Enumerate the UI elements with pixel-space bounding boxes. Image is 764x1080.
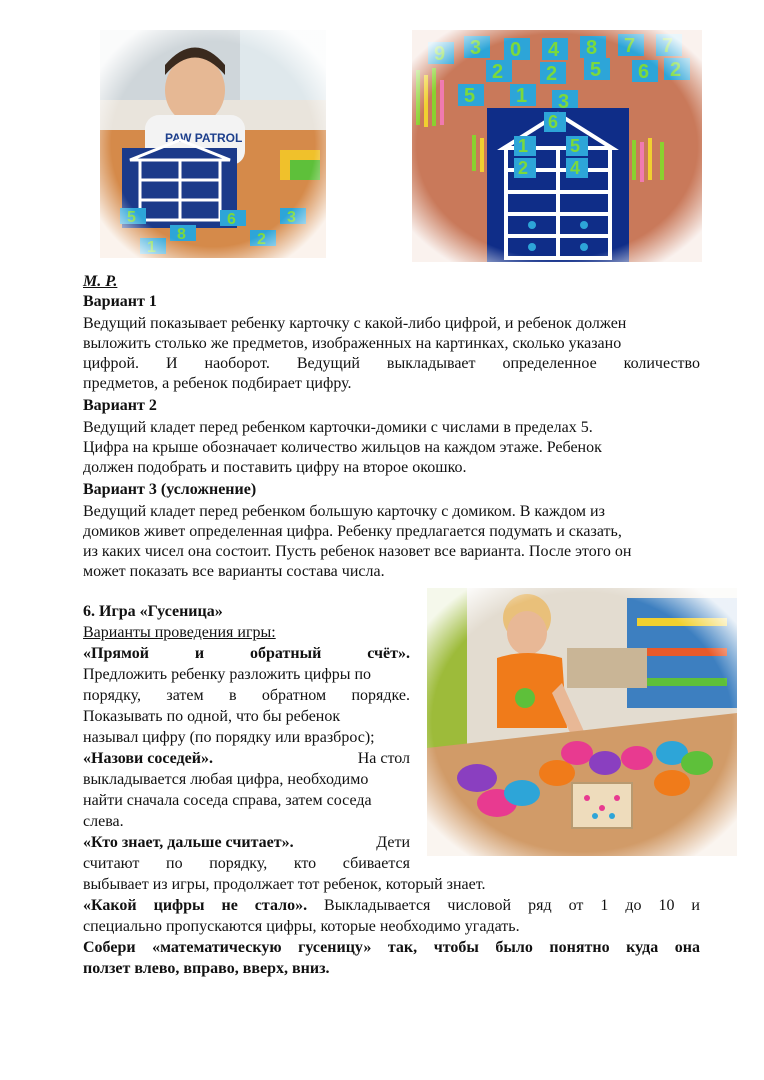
item-3-first-line (83, 833, 410, 853)
photo-felt-number-house (412, 30, 702, 262)
variant-2-line-2: Цифра на крыше обозначает количество жильцов на каждом этаже. Ребенок (83, 439, 602, 456)
item-2-line-1: выкладывается любая цифра, необходимо (83, 771, 369, 788)
variant-3-line-4: может показать все варианты состава числа. (83, 563, 385, 580)
item-4-line-1: специально пропускаются цифры, которые необходимо угадать. (83, 918, 520, 935)
photo-boy-with-number-house (100, 30, 326, 258)
item-3-line-1: считают по порядку, кто сбивается (83, 855, 410, 872)
item-2-line-3: слева. (83, 813, 124, 830)
item-3-line-2: выбывает из игры, продолжает тот ребенок, который знает. (83, 876, 486, 893)
variant-1-line-2: выложить столько же предметов, изображенных на картинках, сколько указано (83, 335, 622, 352)
item-1-title: «Прямой и обратный счёт». (83, 645, 410, 662)
item-2-rest: На стол (357, 750, 410, 767)
item-2-line-2: найти сначала соседа справа, затем соседа (83, 792, 372, 809)
item-2-first-line (83, 749, 410, 769)
variant-3-title: Вариант 3 (усложнение) (83, 481, 257, 498)
photo-caterpillar-game (427, 588, 737, 856)
game-subtitle: Варианты проведения игры: (83, 624, 276, 641)
item-1-line-2: порядку, затем в обратном порядке. (83, 687, 410, 704)
item-1-line-3: Показывать по одной, что бы ребенок (83, 708, 341, 725)
photo-boy-with-number-house-image (100, 30, 326, 258)
variant-3-line-3: из каких чисел она состоит. Пусть ребенок назовет все варианта. После этого он (83, 543, 632, 560)
item-2-title: «Назови соседей». (83, 750, 213, 767)
variant-2-line-3: должен подобрать и поставить цифру на второе окошко. (83, 459, 467, 476)
variant-1-line-1: Ведущий показывает ребенку карточку с какой-либо цифрой, и ребенок должен (83, 315, 627, 332)
item-3-rest: Дети (376, 834, 410, 851)
variant-2-line-1: Ведущий кладет перед ребенком карточки-домики с числами в пределах 5. (83, 419, 593, 436)
mp-heading: М. Р. (83, 273, 118, 290)
item-3-title: «Кто знает, дальше считает». (83, 834, 294, 851)
item-1-line-1: Предложить ребенку разложить цифры по (83, 666, 372, 683)
variant-2-title: Вариант 2 (83, 397, 157, 414)
variant-1-line-4: предметов, а ребенок подбирает цифру. (83, 375, 352, 392)
variant-3-line-1: Ведущий кладет перед ребенком большую карточку с домиком. В каждом из (83, 503, 605, 520)
game-title: 6. Игра «Гусеница» (83, 603, 223, 620)
variant-3-line-2: домиков живет определенная цифра. Ребенку предлагается подумать и сказать, (83, 523, 622, 540)
variant-1-title: Вариант 1 (83, 293, 157, 310)
item-1-line-4: называл цифру (по порядку или вразброс); (83, 729, 375, 746)
photo-caterpillar-game-image (427, 588, 737, 856)
photo-felt-number-house-image (412, 30, 702, 262)
variant-1-line-3: цифрой. И наоборот. Ведущий выкладывает определенное количество (83, 355, 700, 372)
item-4-title: «Какой цифры не стало». (83, 897, 308, 914)
final-line-2: ползет влево, вправо, вверх, вниз. (83, 960, 330, 977)
final-line-1: Собери «математическую гусеницу» так, чтобы было понятно куда она (83, 939, 700, 956)
item-4-rest: Выкладывается числовой ряд от 1 до 10 и (307, 897, 700, 914)
item-4-first-line (83, 896, 700, 916)
